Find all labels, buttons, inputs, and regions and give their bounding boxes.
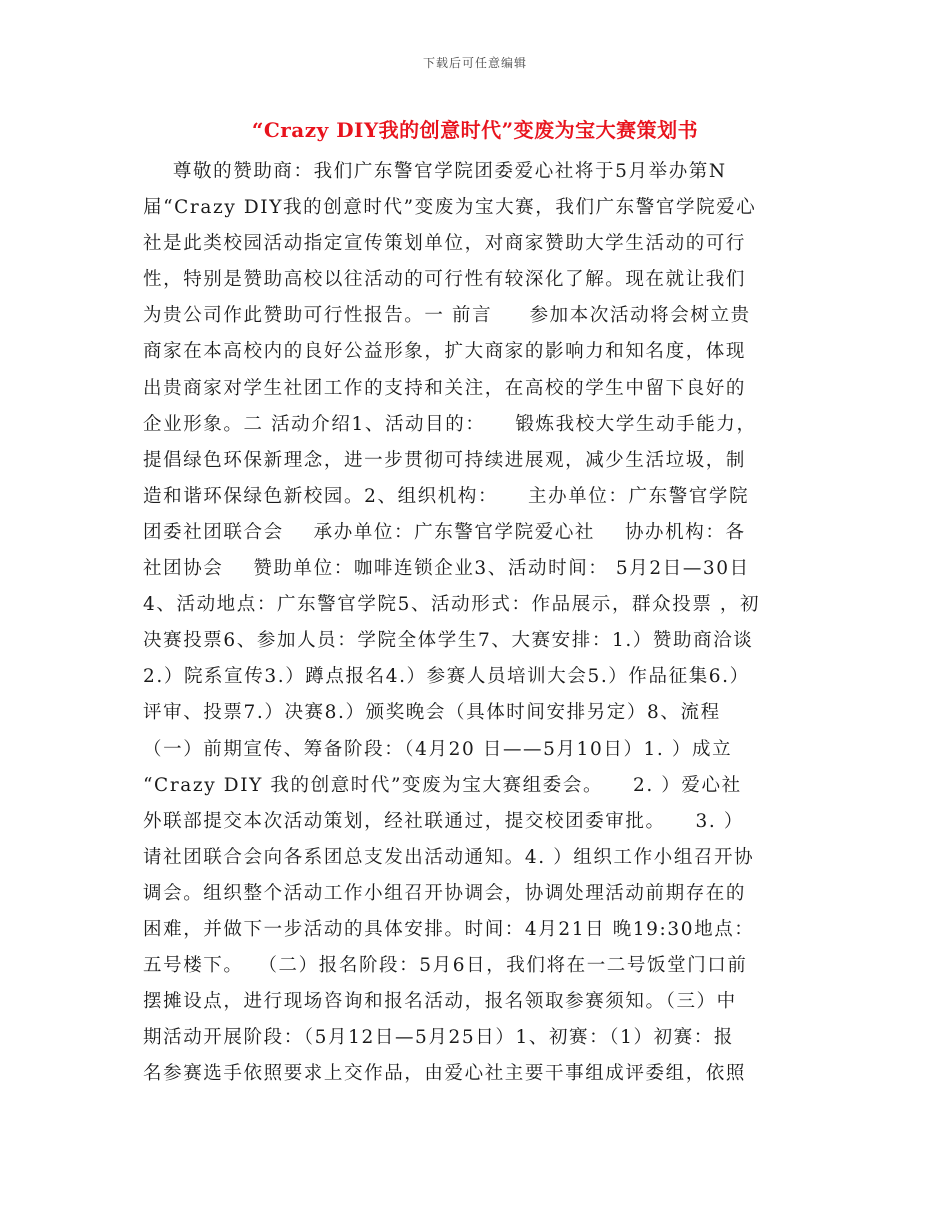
document-title: “Crazy DIY我的创意时代”变废为宝大赛策划书	[251, 118, 699, 142]
body-line: 名参赛选手依照要求上交作品，由爱心社主要干事组成评委组，依照	[143, 1063, 747, 1085]
body-line: 届“Crazy DIY我的创意时代”变废为宝大赛，我们广东警官学院爱心	[143, 197, 757, 219]
body-line: 外联部提交本次活动策划，经社联通过，提交校团委审批。 3. ）	[143, 810, 744, 832]
body-line: 4、活动地点：广东警官学院5、活动形式：作品展示，群众投票 ，初	[143, 594, 761, 616]
body-line: 造和谐环保绿色新校园。2、组织机构： 主办单位：广东警官学院	[143, 485, 750, 507]
body-line: 提倡绿色环保新理念，进一步贯彻可持续进展观，减少生活垃圾，制	[143, 449, 747, 471]
body-line: 尊敬的赞助商：我们广东警官学院团委爱心社将于5月举办第N	[143, 161, 727, 182]
body-line: （一）前期宣传、筹备阶段：（4月20 日——5月10日）1. ）成立	[143, 738, 733, 760]
header-note: 下载后可任意编辑	[422, 56, 527, 70]
body-line: 期活动开展阶段：（5月12日—5月25日）1、初赛：（1）初赛：报	[143, 1027, 734, 1049]
body-line: 出贵商家对学生社团工作的支持和关注，在高校的学生中留下良好的	[143, 377, 747, 399]
body-line: 2.）院系宣传3.）蹲点报名4.）参赛人员培训大会5.）作品征集6.）	[143, 666, 750, 688]
body-line: 请社团联合会向各系团总支发出活动通知。4. ）组织工作小组召开协	[143, 846, 755, 868]
body-line: 调会。组织整个活动工作小组召开协调会，协调处理活动前期存在的	[143, 882, 747, 904]
body-line: 困难，并做下一步活动的具体安排。时间：4月21日 晚19:30地点：	[143, 918, 755, 940]
body-line: 评审、投票7.）决赛8.）颁奖晚会（具体时间安排另定）8、流程	[143, 702, 721, 724]
document-body	[143, 154, 805, 1092]
body-line: 商家在本高校内的良好公益形象，扩大商家的影响力和知名度，体现	[143, 341, 747, 363]
body-line: 社是此类校园活动指定宣传策划单位，对商家赞助大学生活动的可行	[143, 233, 747, 255]
body-line: 五号楼下。 （二）报名阶段：5月6日，我们将在一二号饭堂门口前	[143, 955, 748, 977]
body-line: 性，特别是赞助高校以往活动的可行性有较深化了解。现在就让我们	[143, 269, 747, 291]
body-line: 企业形象。二 活动介绍1、活动目的： 锻炼我校大学生动手能力，	[143, 413, 757, 435]
body-line: 摆摊设点，进行现场咨询和报名活动，报名领取参赛须知。（三）中	[143, 991, 737, 1013]
body-line: 团委社团联合会 承办单位：广东警官学院爱心社 协办机构：各	[143, 521, 746, 543]
body-line: 社团协会 赞助单位：咖啡连锁企业3、活动时间： 5月2日—30日	[143, 558, 750, 580]
body-line: 为贵公司作此赞助可行性报告。一 前言 参加本次活动将会树立贵	[143, 305, 751, 327]
body-line: 决赛投票6、参加人员：学院全体学生7、大赛安排：1.）赞助商洽谈	[143, 630, 754, 652]
body-line: “Crazy DIY 我的创意时代”变废为宝大赛组委会。 2. ）爱心社	[143, 774, 742, 796]
